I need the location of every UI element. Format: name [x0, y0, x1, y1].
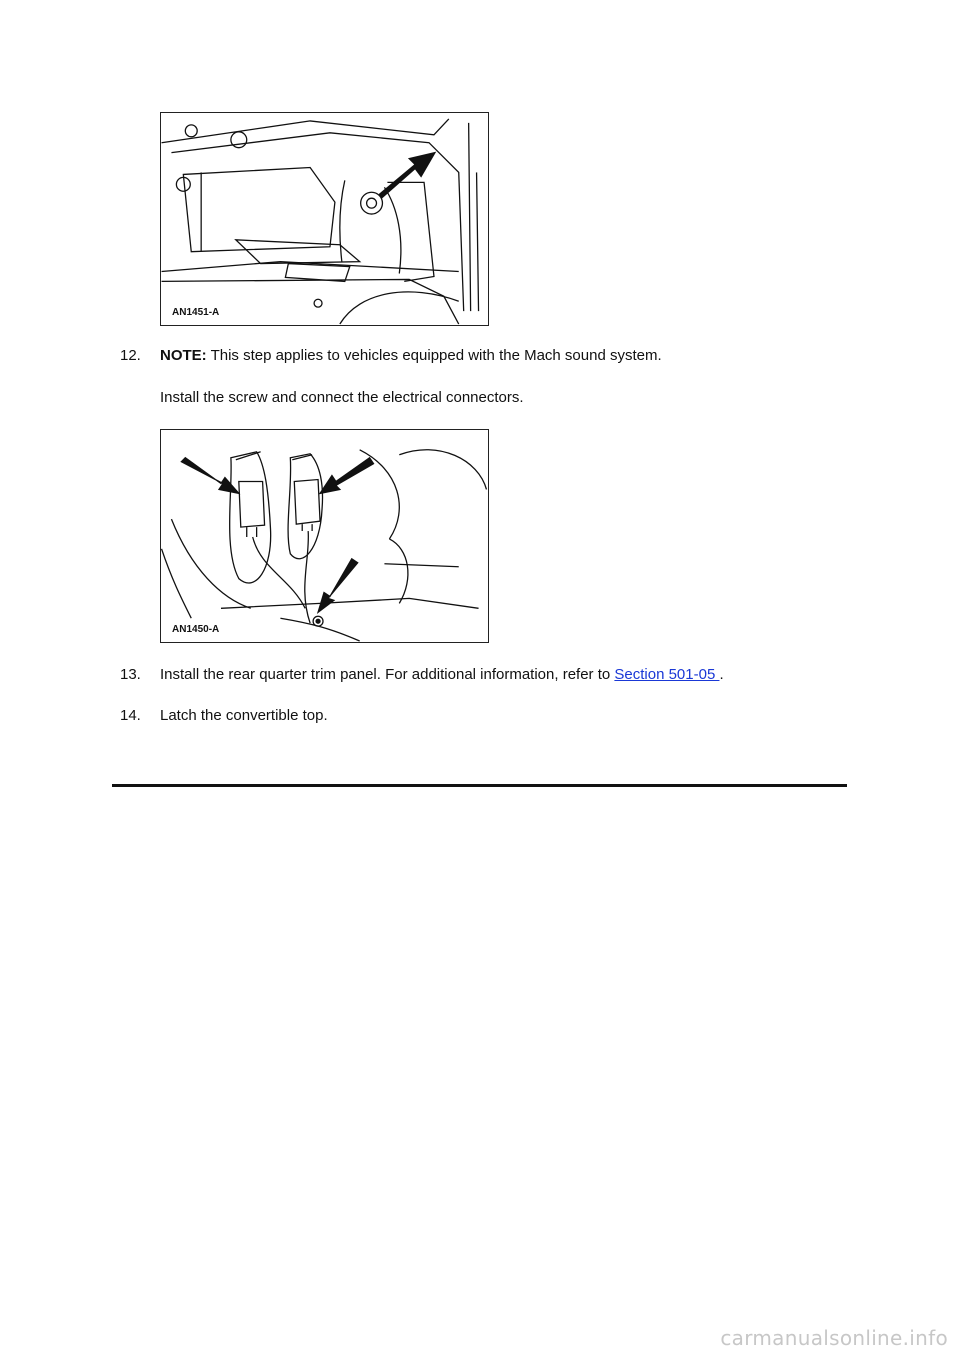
step-text: Install the rear quarter trim panel. For additional information, refer to [160, 666, 615, 683]
step-14 [120, 706, 820, 726]
watermark: carmanualsonline.info [720, 1326, 948, 1350]
step-body [160, 665, 724, 685]
step-number: 12. [120, 347, 141, 364]
step-number: 14. [120, 707, 141, 724]
step-text-after: . [719, 666, 724, 683]
step-13 [120, 665, 820, 685]
figure-label: AN1451-A [172, 307, 220, 318]
figure-an1450-illustration [161, 430, 488, 642]
note-text: This step applies to vehicles equipped with the Mach sound system. [206, 347, 662, 364]
figure-an1450 [160, 429, 489, 643]
step-body [160, 346, 662, 366]
figure-label: AN1450-A [172, 624, 220, 635]
section-501-05-link[interactable]: Section 501-05 [614, 666, 720, 683]
step-12 [120, 346, 820, 406]
step-instruction: Install the screw and connect the electrical connectors. [160, 389, 524, 406]
section-divider [112, 784, 847, 787]
figure-an1451 [160, 112, 489, 326]
note-label: NOTE: [160, 347, 207, 364]
figure-an1451-illustration [161, 113, 488, 325]
step-number: 13. [120, 666, 141, 683]
step-body: Latch the convertible top. [160, 707, 328, 724]
